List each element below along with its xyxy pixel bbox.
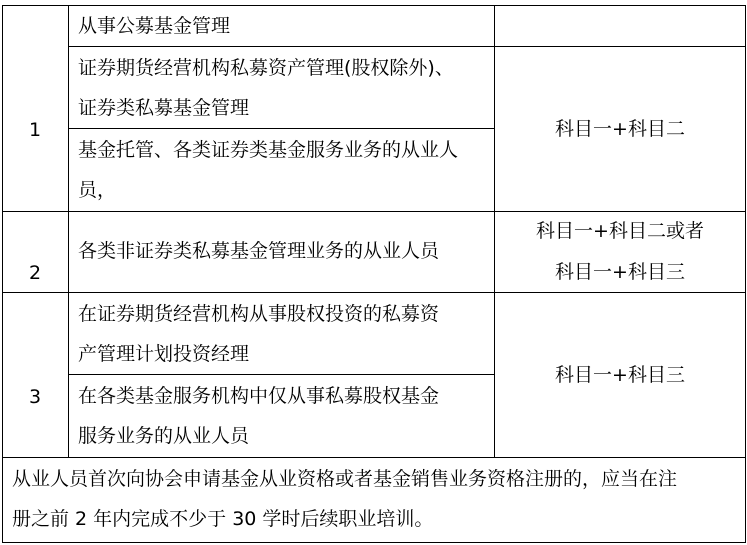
row-divider [2,457,746,458]
item-text: 各类非证券类私募基金管理业务的从业人员 [78,240,440,262]
exam-requirement: 科目一+科目三 [555,261,685,283]
item-text: 证券期货经营机构私募资产管理(股权除外)、 [78,57,454,79]
note-text: 册之前 2 年内完成不少于 30 学时后续职业培训。 [12,508,434,530]
table-border-bottom [2,542,746,543]
item-text: 产管理计划投资经理 [78,343,250,365]
row-divider [2,292,746,293]
item-text: 从事公募基金管理 [78,15,231,37]
note-text: 从业人员首次向协会申请基金从业资格或者基金销售业务资格注册的，应当在注 [12,468,678,490]
exam-requirement: 科目一+科目三 [555,364,685,386]
item-text: 证券类私募基金管理 [78,97,250,119]
row-number: 3 [28,386,42,408]
subitem-divider [68,374,495,375]
item-text: 服务业务的从业人员 [78,425,250,447]
row-number: 2 [28,262,42,284]
row-number: 1 [28,119,42,141]
exam-requirement: 科目一+科目二或者 [536,220,704,242]
item-text: 在各类基金服务机构中仅从事私募股权基金 [78,385,440,407]
item-text: 在证券期货经营机构从事股权投资的私募资 [78,303,440,325]
item-text: 基金托管、各类证券类基金服务业务的从业人 [78,139,459,161]
subitem-divider [68,128,495,129]
column-divider-1 [68,5,69,457]
exam-requirement: 科目一+科目二 [555,118,685,140]
subitem-divider [68,46,746,47]
table-border-right [745,5,746,542]
item-text: 员， [78,179,117,201]
